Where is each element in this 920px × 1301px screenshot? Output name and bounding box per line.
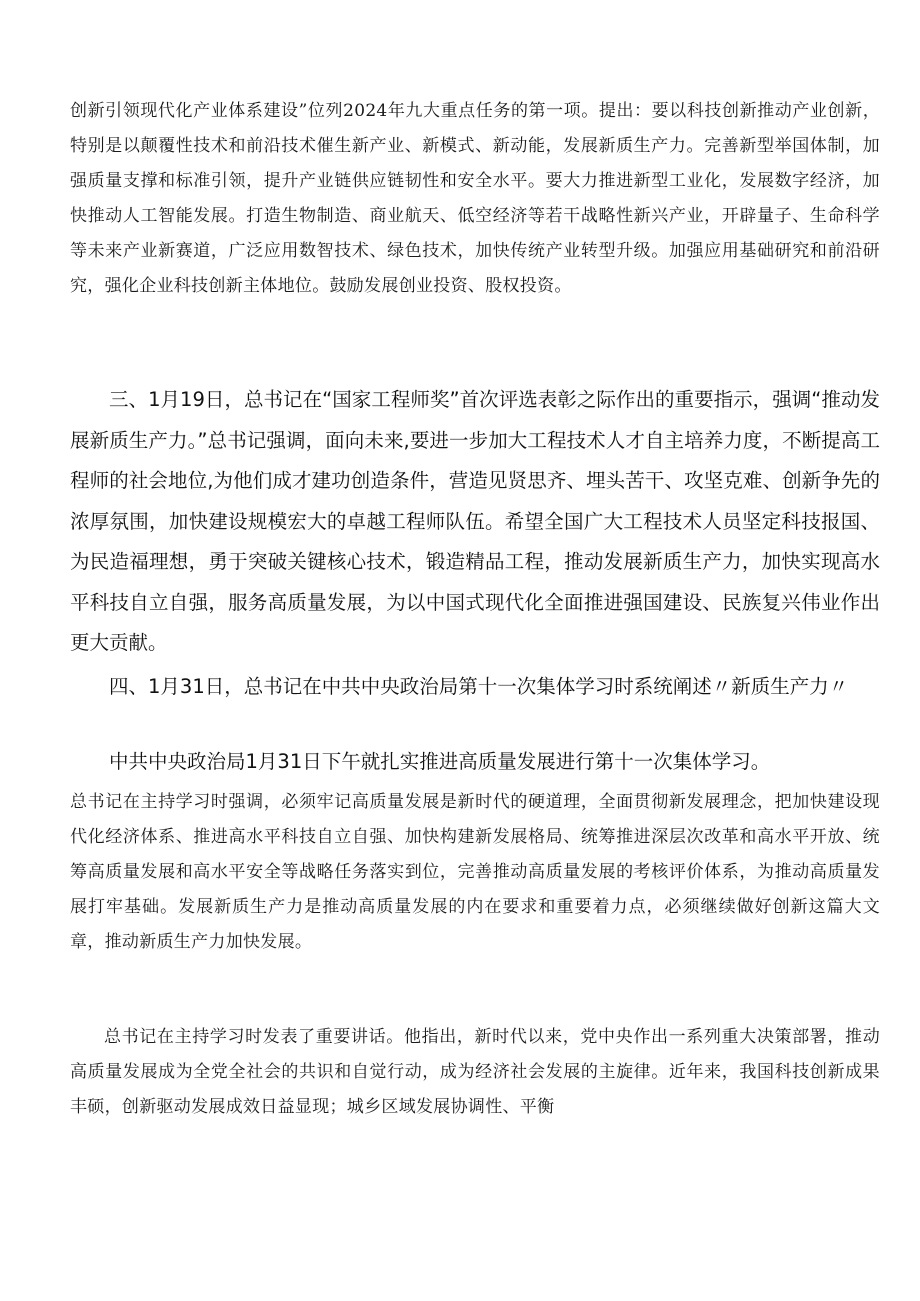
paragraph-important-speech: 总书记在主持学习时发表了重要讲话。他指出，新时代以来，党中央作出一系列重大决策部署，推动高质量发展成为全党全社会的共识和自觉行动，成为经济社会发展的主旋律。近年来，我国科技创新成果丰硕，创新驱动发展成效日益显现；城乡区域发展协调性、平衡 [70,1027,880,1117]
paragraph-politburo-study-session: 中共中央政治局1月31日下午就扎实推进高质量发展进行第十一次集体学习。 [109,750,771,773]
paragraph-high-quality-development: 总书记在主持学习时强调，必须牢记高质量发展是新时代的硬道理，全面贯彻新发展理念，把加快建设现代化经济体系、推进高水平科技自立自强、加快构建新发展格局、统筹推进深层次改革和高水平开放、统筹高质量发展和高水平安全等战略任务落实到位，完善推动高质量发展的考核评价体系，为推动高质量发展打牢基础。发展新质生产力是推动高质量发展的内在要求和重要着力点，必须继续做好创新这篇大文章，推动新质生产力加快发展。 [70,792,880,952]
paragraph-politburo-heading: 四、1月31日，总书记在中共中央政治局第十一次集体学习时系统阐述〃新质生产力〃 [109,675,849,698]
paragraph-engineer-award: 三、1月19日，总书记在“国家工程师奖”首次评选表彰之际作出的重要指示，强调“推动发展新质生产力。”总书记强调，面向未来,要进一步加大工程技术人才自主培养力度，不断提高工程师的社会地位,为他们成才建功创造条件，营造见贤思齐、埋头苦干、攻坚克难、创新争先的浓厚氛围，加快建设规模宏大的卓越工程师队伍。希望全国广大工程技术人员坚定科技报国、为民造福理想，勇于突破关键核心技术，锻造精品工程，推动发展新质生产力，加快实现高水平科技自立自强，服务高质量发展，为以中国式现代化全面推进强国建设、民族复兴伟业作出更大贡献。 [70,388,880,654]
paragraph-innovation-industry: 创新引领现代化产业体系建设”位列2024年九大重点任务的第一项。提出：要以科技创新推动产业创新，特别是以颠覆性技术和前沿技术催生新产业、新模式、新动能，发展新质生产力。完善新型举国体制，加强质量支撑和标准引领，提升产业链供应链韧性和安全水平。要大力推进新型工业化，发展数字经济，加快推动人工智能发展。打造生物制造、商业航天、低空经济等若干战略性新兴产业，开辟量子、生命科学等未来产业新赛道，广泛应用数智技术、绿色技术，加快传统产业转型升级。加强应用基础研究和前沿研究，强化企业科技创新主体地位。鼓励发展创业投资、股权投资。 [70,101,880,296]
